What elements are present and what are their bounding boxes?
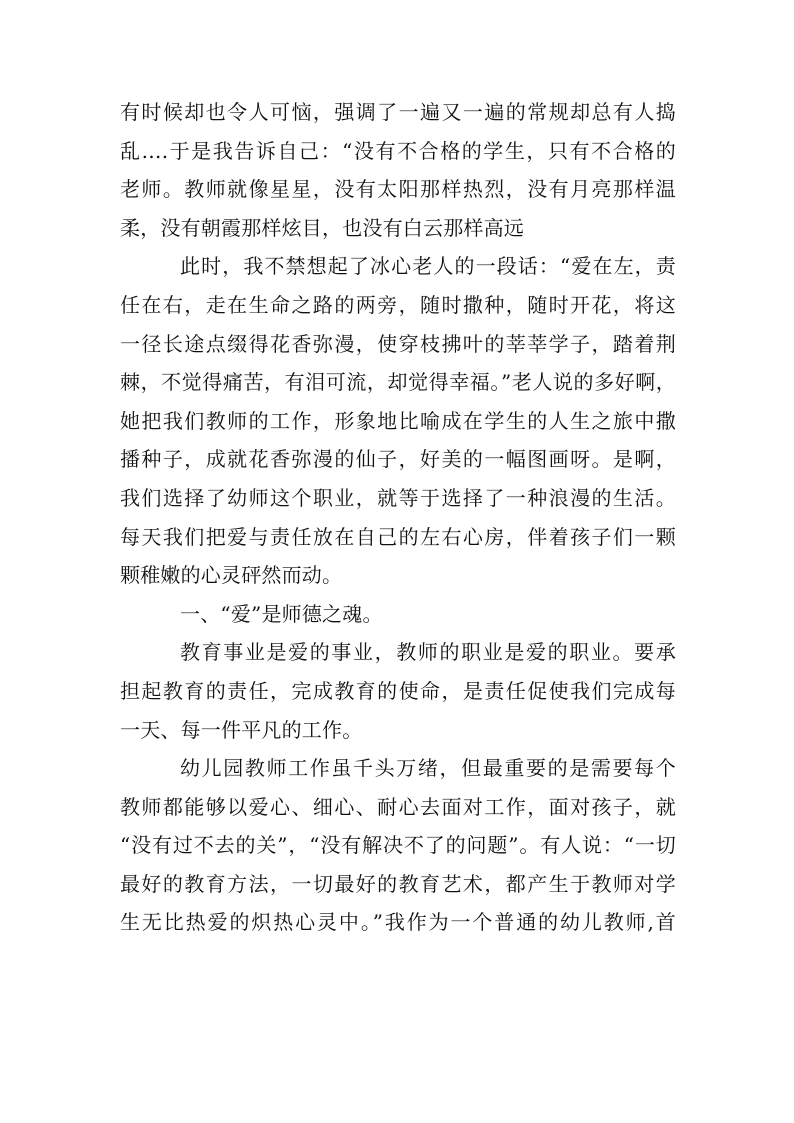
section-heading (120, 595, 676, 634)
text-line: 一天、每一件平凡的工作。 (120, 717, 363, 742)
text-line: 颗稚嫩的心灵砰然而动。 (120, 563, 343, 588)
text-line: 担起教育的责任，完成教育的使命，是责任促使我们完成每 (120, 678, 676, 703)
text-line: 乱….于是我告诉自己：“没有不合格的学生，只有不合格的 (120, 138, 676, 163)
text-line: 我们选择了幼师这个职业，就等于选择了一种浪漫的生活。 (120, 485, 676, 510)
text-line: 有时候却也令人可恼，强调了一遍又一遍的常规却总有人捣 (120, 100, 676, 124)
text-line: 幼儿园教师工作虽千头万绪，但最重要的是需要每个 (180, 756, 676, 781)
text-line: 柔，没有朝霞那样炫目，也没有白云那样高远 (120, 215, 524, 240)
text-line: 生无比热爱的炽热心灵中。”我作为一个普通的幼儿教师,首 (120, 910, 676, 935)
text-line: 一径长途点缀得花香弥漫，使穿枝拂叶的莘莘学子，踏着荆 (120, 331, 676, 356)
paragraph (120, 93, 676, 247)
text-line: 最好的教育方法，一切最好的教育艺术，都产生于教师对学 (120, 871, 676, 896)
paragraph (120, 247, 676, 594)
text-line: 此时，我不禁想起了冰心老人的一段话：“爱在左，责 (180, 254, 676, 279)
text-line: 每天我们把爱与责任放在自己的左右心房，伴着孩子们一颗 (120, 524, 676, 549)
text-line: 教师都能够以爱心、细心、耐心去面对工作，面对孩子，就 (120, 794, 676, 819)
text-line: 教育事业是爱的事业，教师的职业是爱的职业。要承 (180, 640, 676, 665)
text-line: 她把我们教师的工作，形象地比喻成在学生的人生之旅中撒 (120, 408, 676, 433)
document-text (120, 93, 676, 942)
text-line: 播种子，成就花香弥漫的仙子，好美的一幅图画呀。是啊， (120, 447, 676, 472)
paragraph (120, 749, 676, 942)
paragraph (120, 633, 676, 749)
text-line: “没有过不去的关”，“没有解决不了的问题”。有人说：“一切 (120, 833, 676, 858)
heading-line: 一、“爱”是师德之魂。 (180, 601, 383, 626)
text-line: 任在右，走在生命之路的两旁，随时撒种，随时开花，将这 (120, 292, 676, 317)
text-line: 棘，不觉得痛苦，有泪可流，却觉得幸福。”老人说的多好啊， (120, 370, 676, 395)
text-line: 老师。教师就像星星，没有太阳那样热烈，没有月亮那样温 (120, 177, 676, 202)
